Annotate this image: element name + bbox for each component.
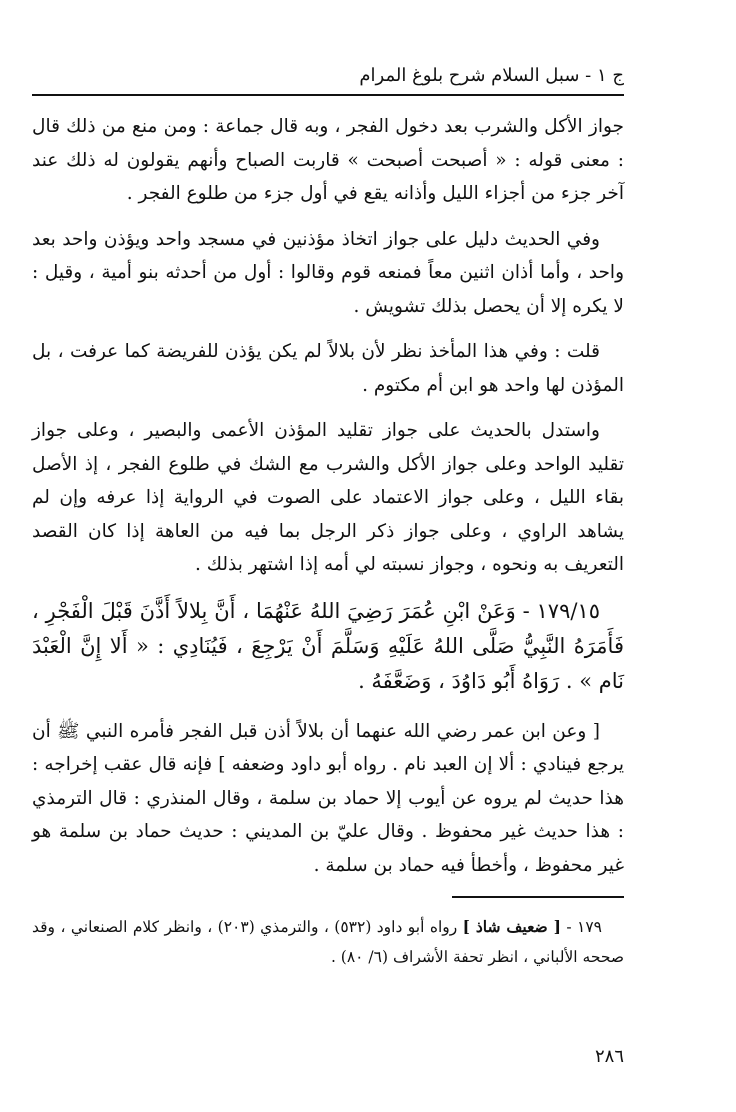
page-number: ٢٨٦: [594, 1046, 624, 1067]
footnote-number: ١٧٩ -: [566, 918, 602, 936]
body-paragraph-2: وفي الحديث دليل على جواز اتخاذ مؤذنين في مسجد واحد ويؤذن واحد بعد واحد ، وأما أذان اثنين معاً فمنعه قوم وقالوا : أول من أحدثه بنو أمية ، وقيل : لا يكره إلا أن يحصل بذلك تشويش .: [32, 228, 624, 317]
commentary-paragraph: [ وعن ابن عمر رضي الله عنهما أن بلالاً أذن قبل الفجر فأمره النبي ﷺ أن يرجع فينادي : ألا إن العبد نام . رواه أبو داود وضعفه ] فإنه قال عقب إخراجه : هذا حديث لم يروه عن أيوب إلا حماد بن سلمة ، وقال المنذري : قال الترمذي : هذا حديث غير محفوظ . وقال عليّ بن المديني : حديث حماد بن سلمة هو غير محفوظ ، وأخطأ فيه حماد بن سلمة .: [32, 720, 624, 876]
body-paragraph-3: قلت : وفي هذا المأخذ نظر لأن بلالاً لم يكن يؤذن للفريضة كما عرفت ، بل المؤذن لها واحد هو ابن أم مكتوم .: [32, 341, 624, 396]
footnote: [32, 912, 624, 972]
body-paragraph-1: جواز الأكل والشرب بعد دخول الفجر ، وبه قال جماعة : ومن منع من ذلك قال : معنى قوله : « أصبحت أصبحت » قاربت الصباح وأنهم يقولون له ذلك عند آخر جزء من أجزاء الليل وأذانه يقع في أول جزء من طلوع الفجر .: [32, 116, 624, 204]
footnote-separator: [452, 896, 624, 898]
running-header: ج ١ - سبل السلام شرح بلوغ المرام: [32, 58, 624, 96]
hadith-text: ١٧٩/١٥ - وَعَنْ ابْنِ عُمَرَ رَضِيَ اللهُ عَنْهُمَا ، أَنَّ بِلالاً أَذَّنَ قَبْلَ الْفَجْرِ ، فَأَمَرَهُ النَّبِيُّ صَلَّى اللهُ عَلَيْهِ وَسَلَّمَ أَنْ يَرْجِعَ ، فَيُنَادِي : « أَلا إِنَّ الْعَبْدَ نَام » . رَوَاهُ أَبُو دَاوُدَ ، وَضَعَّفَهُ .: [32, 598, 624, 693]
body-paragraph-4: واستدل بالحديث على جواز تقليد المؤذن الأعمى والبصير ، وعلى جواز تقليد الواحد وعلى جواز الأكل والشرب مع الشك في طلوع الفجر ، إذ الأصل بقاء الليل ، وعلى جواز الاعتماد على الصوت في الرواية إذا عرفه وإن لم يشاهد الراوي ، وعلى جواز ذكر الرجل بما فيه من العاهة إذا كان القصد التعريف به ونحوه ، وجواز نسبته لي أمه إذا اشتهر بذلك .: [32, 420, 624, 575]
book-page: [32, 58, 624, 1098]
footnote-grade: [ ضعيف شاذ ]: [462, 917, 561, 936]
footnote-text: رواه أبو داود (٥٣٢) ، والترمذي (٢٠٣) ، وانظر كلام الصنعاني ، وقد صححه الألباني ، انظر تحفة الأشراف (٦/ ٨٠) .: [32, 918, 624, 966]
